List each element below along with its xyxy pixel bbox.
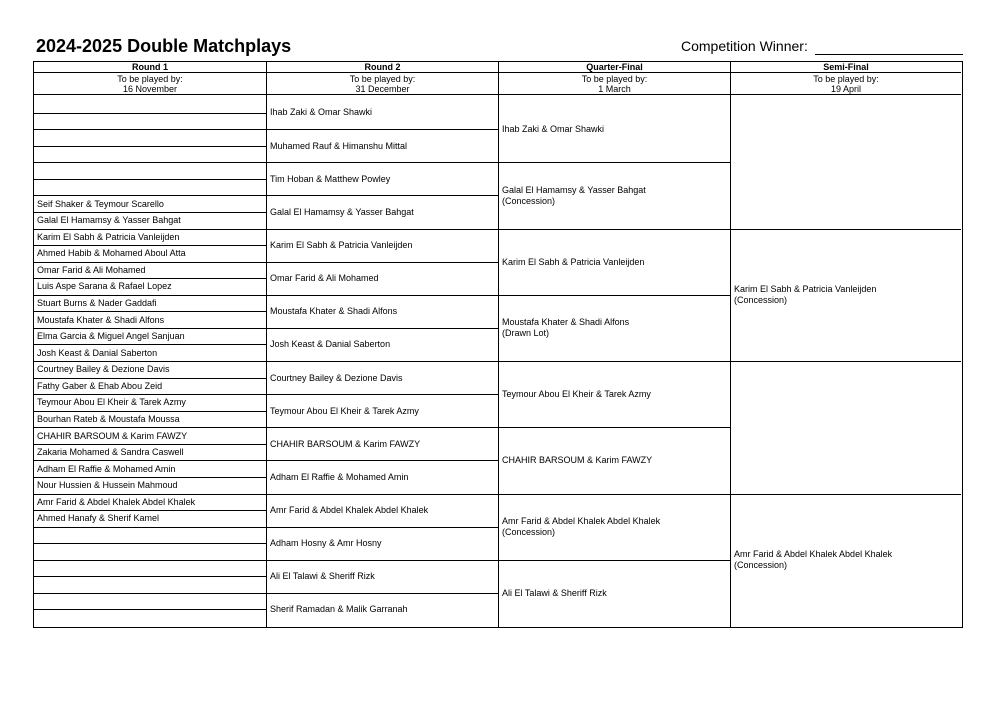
bracket-slot[interactable]: [34, 96, 266, 113]
team-name: Luis Aspe Sarana & Rafael Lopez: [37, 281, 172, 292]
semi-final-header: Semi-Final: [731, 62, 961, 73]
bracket-slot[interactable]: [34, 195, 266, 212]
bracket-slot[interactable]: [34, 212, 266, 229]
team-name: Karim El Sabh & Patricia Vanleijden: [270, 240, 413, 251]
result-note: (Concession): [502, 195, 556, 206]
team-name: CHAHIR BARSOUM & Karim FAWZY: [502, 455, 653, 466]
bracket-slot[interactable]: [34, 444, 266, 461]
team-name: CHAHIR BARSOUM & Karim FAWZY: [270, 438, 421, 449]
quarter-final-deadline: [499, 73, 730, 95]
result-note: (Concession): [734, 295, 788, 306]
bracket-slot[interactable]: [34, 477, 266, 494]
team-name: Tim Hoban & Matthew Powley: [270, 173, 391, 184]
team-name: Moustafa Khater & Shadi Alfons: [270, 306, 398, 317]
team-name: Ahmed Hanafy & Sherif Kamel: [37, 513, 160, 524]
bracket-slot[interactable]: [34, 295, 266, 312]
team-name: CHAHIR BARSOUM & Karim FAWZY: [37, 430, 188, 441]
bracket-slot[interactable]: [34, 146, 266, 163]
bracket-slot[interactable]: [499, 427, 730, 493]
bracket-slot[interactable]: [34, 262, 266, 279]
bracket-slot[interactable]: [267, 96, 498, 129]
team-name: Seif Shaker & Teymour Scarello: [37, 198, 164, 209]
round-2-deadline: [267, 73, 498, 95]
bracket-slot[interactable]: [34, 378, 266, 395]
team-name: Teymour Abou El Kheir & Tarek Azmy: [37, 397, 186, 408]
team-name: Ahmed Habib & Mohamed Aboul Atta: [37, 248, 186, 259]
result-note: (Concession): [502, 527, 556, 538]
bracket-slot[interactable]: [34, 344, 266, 361]
bracket-slot[interactable]: [34, 311, 266, 328]
team-name: Teymour Abou El Kheir & Tarek Azmy: [502, 389, 651, 400]
team-name: Muhamed Rauf & Himanshu Mittal: [270, 140, 408, 151]
bracket-slot[interactable]: [34, 609, 266, 626]
bracket-slot[interactable]: [34, 427, 266, 444]
result-note: (Drawn Lot): [502, 328, 550, 339]
deadline-date: 1 March: [598, 84, 631, 94]
bracket-slot[interactable]: [34, 593, 266, 610]
deadline-label: To be played by:: [117, 74, 183, 84]
deadline-date: 31 December: [355, 84, 410, 94]
quarter-final-column: [498, 62, 730, 627]
deadline-label: To be played by:: [581, 74, 648, 84]
bracket-slot[interactable]: [34, 543, 266, 560]
team-name: Adham Hosny & Amr Hosny: [270, 538, 382, 549]
bracket-slot[interactable]: [267, 394, 498, 427]
bracket-slot[interactable]: [34, 560, 266, 577]
team-name: Karim El Sabh & Patricia Vanleijden: [37, 231, 180, 242]
team-name: Bourhan Rateb & Moustafa Moussa: [37, 413, 180, 424]
team-name: Courtney Bailey & Dezione Davis: [37, 364, 170, 375]
round-1-deadline: [34, 73, 266, 95]
bracket-slot[interactable]: [267, 593, 498, 626]
round-2-column: [266, 62, 498, 627]
bracket-slot[interactable]: [34, 328, 266, 345]
bracket-slot[interactable]: [731, 96, 961, 229]
deadline-label: To be played by:: [349, 74, 416, 84]
bracket-slot[interactable]: [499, 162, 730, 228]
quarter-final-header: Quarter-Final: [499, 62, 730, 73]
team-name: Omar Farid & Ali Mohamed: [37, 264, 146, 275]
bracket-slot[interactable]: [499, 494, 730, 560]
team-name: Elma Garcia & Miguel Angel Sanjuan: [37, 331, 185, 342]
bracket-slot[interactable]: [499, 560, 730, 626]
bracket-slot[interactable]: [34, 229, 266, 246]
bracket-slot[interactable]: [267, 560, 498, 593]
team-name: Omar Farid & Ali Mohamed: [270, 273, 379, 284]
bracket-slot[interactable]: [267, 262, 498, 295]
deadline-date: 19 April: [830, 84, 862, 94]
bracket-slot[interactable]: [267, 460, 498, 493]
bracket-table: [33, 61, 963, 628]
team-name: Amr Farid & Abdel Khalek Abdel Khalek: [502, 516, 661, 527]
team-name: Karim El Sabh & Patricia Vanleijden: [502, 256, 645, 267]
team-name: Galal El Hamamsy & Yasser Bahgat: [502, 184, 646, 195]
bracket-slot[interactable]: [34, 411, 266, 428]
bracket-slot[interactable]: [267, 494, 498, 527]
team-name: Josh Keast & Danial Saberton: [270, 339, 391, 350]
bracket-slot[interactable]: [267, 129, 498, 162]
team-name: Ihab Zaki & Omar Shawki: [502, 123, 605, 134]
team-name: Josh Keast & Danial Saberton: [37, 347, 158, 358]
round-1-header: Round 1: [34, 62, 266, 73]
bracket-slot[interactable]: [34, 394, 266, 411]
bracket-slot[interactable]: [34, 510, 266, 527]
bracket-slot[interactable]: [499, 229, 730, 295]
bracket-slot[interactable]: [267, 361, 498, 394]
semi-final-deadline: [731, 73, 961, 95]
bracket-slot[interactable]: [499, 295, 730, 361]
bracket-slot[interactable]: [267, 527, 498, 560]
bracket-slot[interactable]: [499, 96, 730, 162]
bracket-slot[interactable]: [731, 361, 961, 494]
team-name: Ali El Talawi & Sheriff Rizk: [270, 571, 375, 582]
bracket-slot[interactable]: [34, 129, 266, 146]
team-name: Amr Farid & Abdel Khalek Abdel Khalek: [270, 505, 429, 516]
bracket-slot[interactable]: [34, 576, 266, 593]
team-name: Fathy Gaber & Ehab Abou Zeid: [37, 380, 163, 391]
round-2-header: Round 2: [267, 62, 498, 73]
bracket-slot[interactable]: [267, 195, 498, 228]
team-name: Adham El Raffie & Mohamed Amin: [270, 471, 409, 482]
bracket-slot[interactable]: [731, 494, 961, 627]
team-name: Courtney Bailey & Dezione Davis: [270, 372, 403, 383]
team-name: Amr Farid & Abdel Khalek Abdel Khalek: [734, 549, 893, 560]
result-note: (Concession): [734, 560, 788, 571]
semi-final-column: [730, 62, 961, 627]
team-name: Sherif Ramadan & Malik Garranah: [270, 604, 408, 615]
team-name: Galal El Hamamsy & Yasser Bahgat: [37, 215, 181, 226]
team-name: Ali El Talawi & Sheriff Rizk: [502, 587, 607, 598]
team-name: Zakaria Mohamed & Sandra Caswell: [37, 447, 184, 458]
team-name: Amr Farid & Abdel Khalek Abdel Khalek: [37, 496, 196, 507]
team-name: Ihab Zaki & Omar Shawki: [270, 107, 373, 118]
team-name: Adham El Raffie & Mohamed Amin: [37, 463, 176, 474]
team-name: Moustafa Khater & Shadi Alfons: [502, 317, 630, 328]
deadline-label: To be played by:: [813, 74, 879, 84]
bracket-slot[interactable]: [34, 494, 266, 511]
bracket-slot[interactable]: [267, 229, 498, 262]
team-name: Galal El Hamamsy & Yasser Bahgat: [270, 206, 414, 217]
bracket-slot[interactable]: [499, 361, 730, 427]
competition-winner-label: Competition Winner:: [681, 38, 808, 54]
bracket-slot[interactable]: [34, 278, 266, 295]
bracket-slot[interactable]: [34, 162, 266, 179]
bracket-slot[interactable]: [34, 179, 266, 196]
team-name: Moustafa Khater & Shadi Alfons: [37, 314, 165, 325]
bracket-slot[interactable]: [731, 229, 961, 362]
bracket-slot[interactable]: [267, 295, 498, 328]
bracket-slot[interactable]: [34, 245, 266, 262]
team-name: Nour Hussien & Hussein Mahmoud: [37, 480, 178, 491]
bracket-slot[interactable]: [267, 162, 498, 195]
bracket-slot[interactable]: [34, 460, 266, 477]
bracket-slot[interactable]: [267, 427, 498, 460]
round-1-column: [34, 62, 266, 627]
competition-winner-field[interactable]: [815, 54, 963, 55]
team-name: Stuart Burns & Nader Gaddafi: [37, 298, 157, 309]
bracket-slot[interactable]: [267, 328, 498, 361]
team-name: Karim El Sabh & Patricia Vanleijden: [734, 284, 877, 295]
deadline-date: 16 November: [122, 84, 178, 94]
page-title: 2024-2025 Double Matchplays: [36, 36, 292, 56]
bracket-slot[interactable]: [34, 527, 266, 544]
team-name: Teymour Abou El Kheir & Tarek Azmy: [270, 405, 419, 416]
bracket-slot[interactable]: [34, 361, 266, 378]
bracket-slot[interactable]: [34, 113, 266, 130]
